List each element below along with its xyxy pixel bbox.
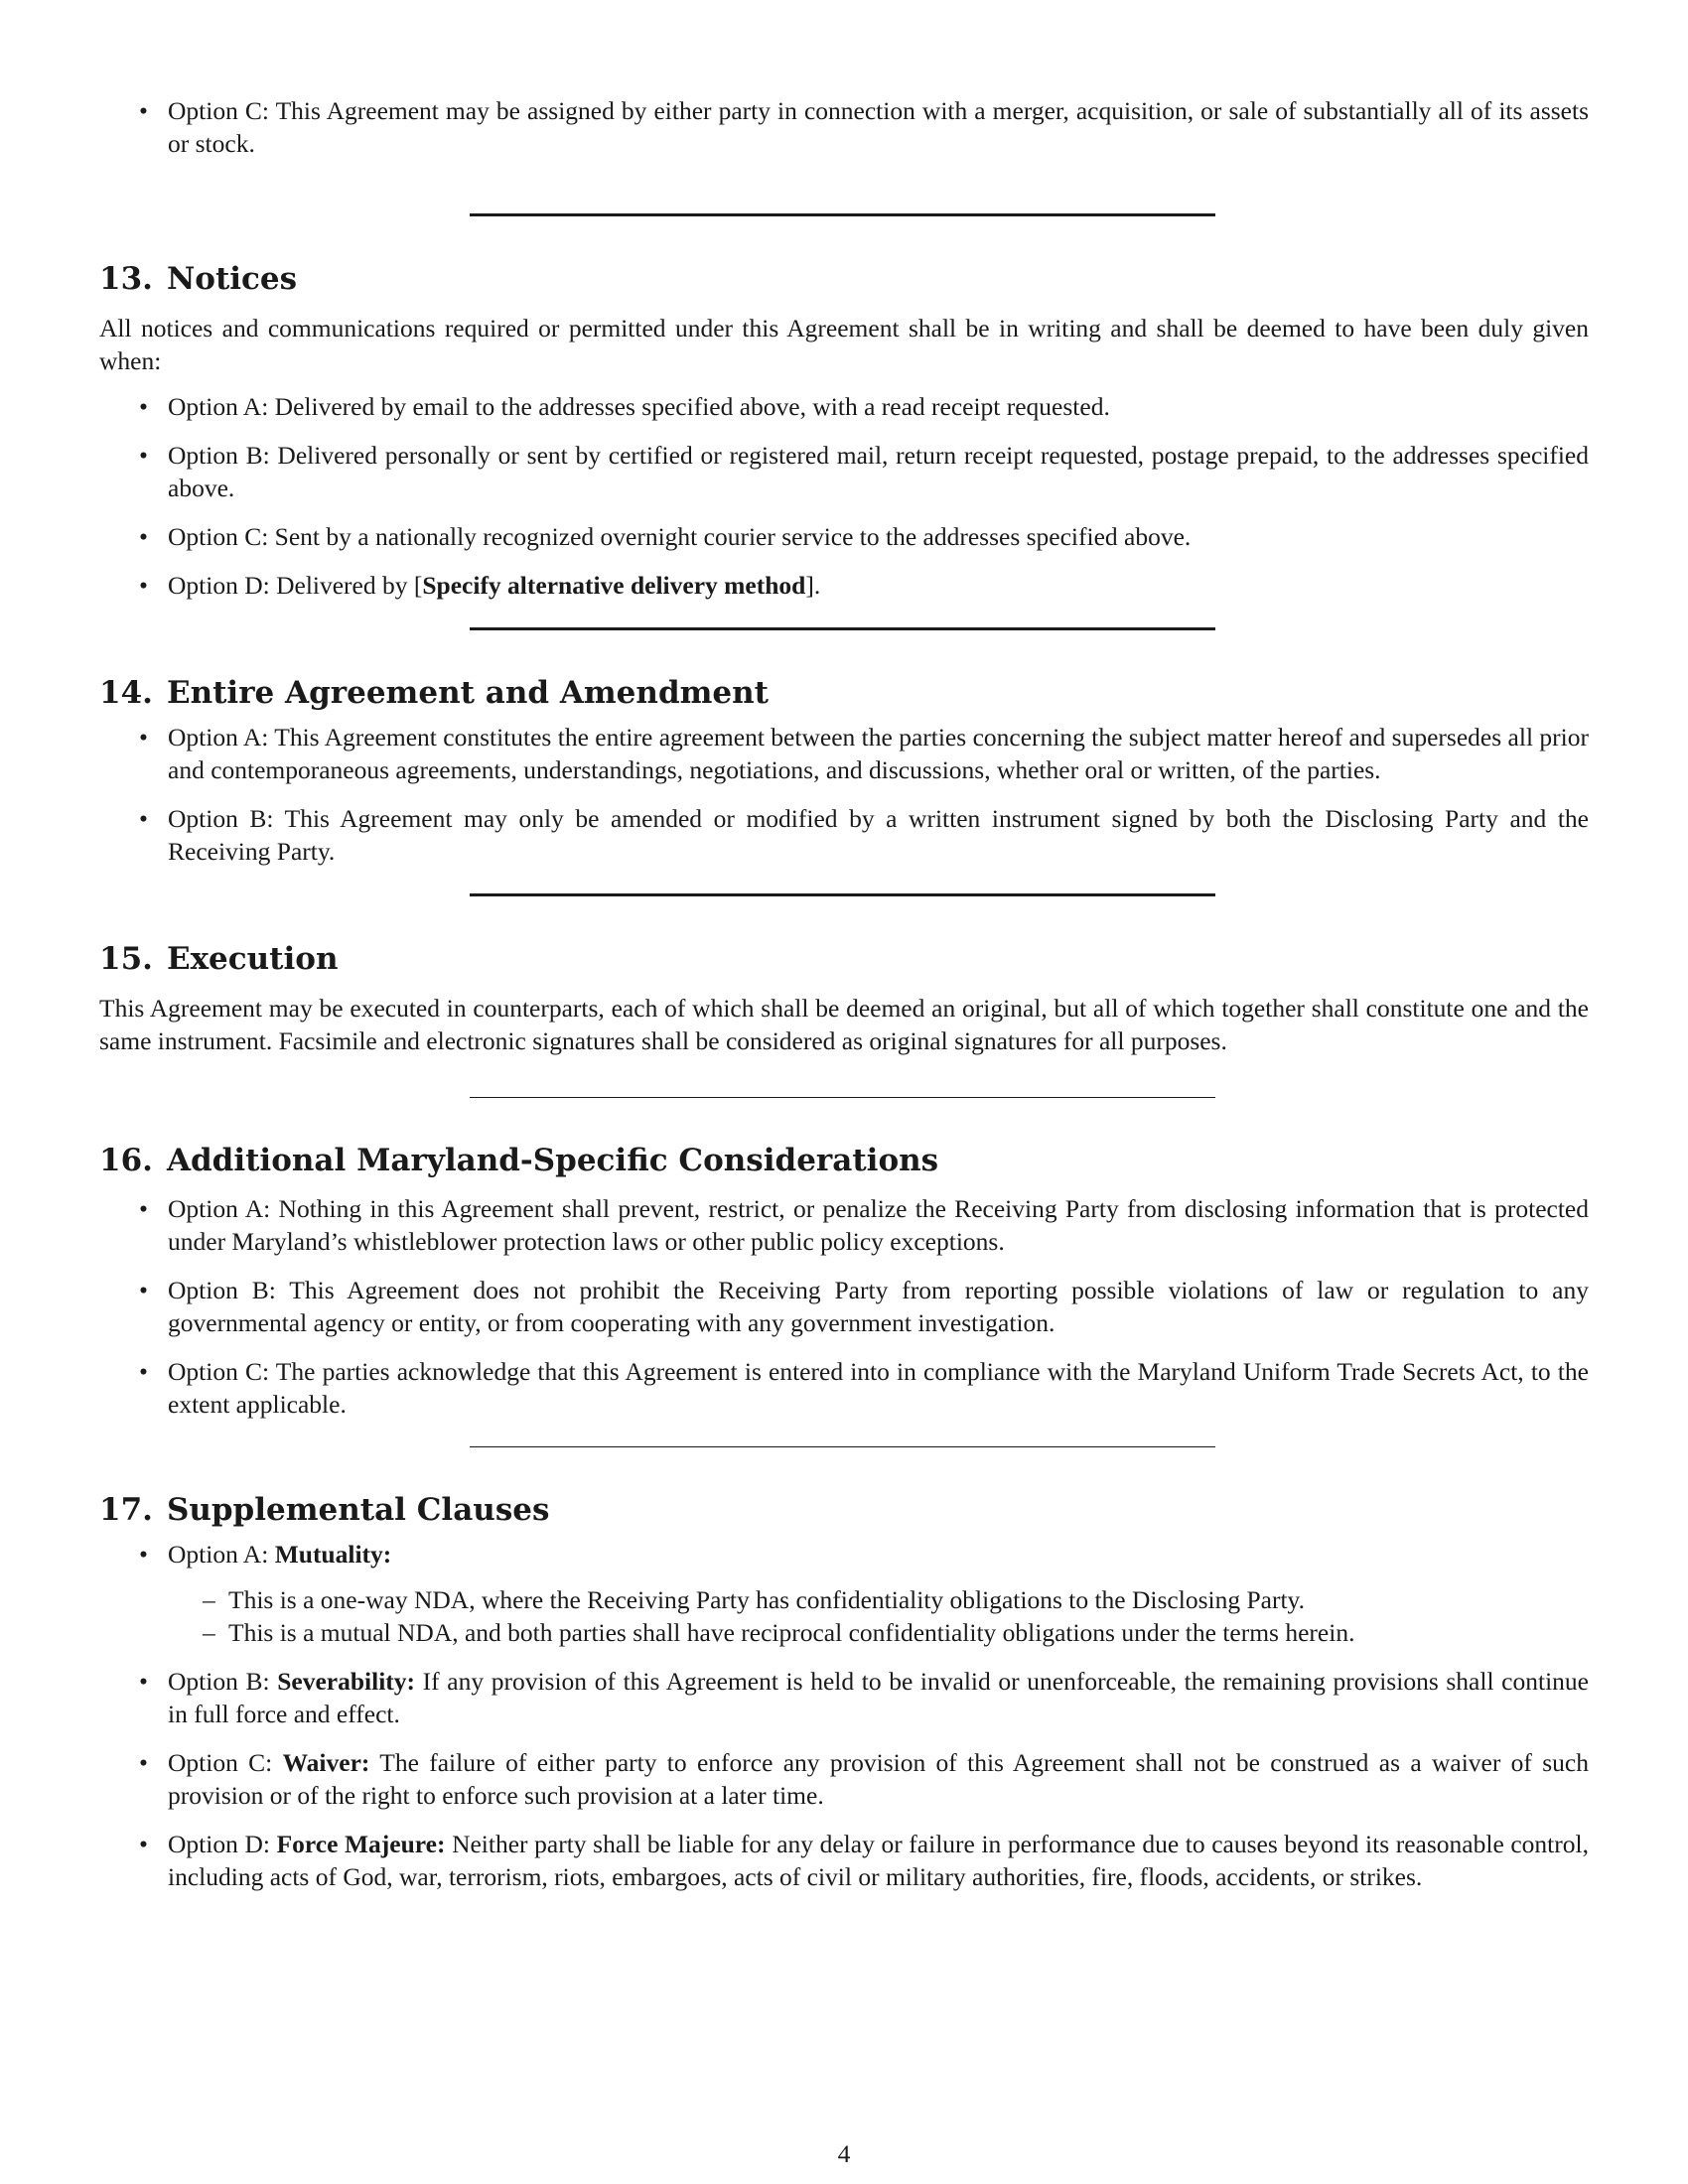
clause-label: Mutuality: — [274, 1540, 392, 1569]
list-item — [99, 94, 1589, 160]
list-item — [99, 439, 1589, 504]
clause-label: Force Majeure: — [276, 1830, 446, 1858]
section-intro: All notices and communications required or permitted under this Agreement shall be in writing and shall be deemed to have been duly given when: — [99, 314, 1589, 375]
option-text: Option C: The parties acknowledge that this Agreement is entered into in compliance with the Maryland Uniform Trade Secrets Act, to the extent applicable. — [168, 1357, 1589, 1419]
section-title: Additional Maryland-Specific Considerations — [166, 1143, 939, 1178]
notices-options-list — [99, 390, 1589, 602]
section-number: 15. — [99, 941, 153, 977]
section-title: Entire Agreement and Amendment — [166, 675, 769, 711]
option-text: Option B: Delivered personally or sent by certified or registered mail, return receipt requested, postage prepaid, to the addresses specified above. — [168, 441, 1589, 502]
list-item — [99, 1274, 1589, 1339]
option-text: Option B: This Agreement may only be amended or modified by a written instrument signed by both the Disclosing Party and the Receiving Party. — [168, 804, 1589, 866]
option-text: Option B: — [168, 1667, 278, 1696]
option-text: Option A: — [168, 1540, 275, 1569]
placeholder-field: Specify alternative delivery method — [422, 571, 806, 600]
option-text: Neither party shall be liable for any delay or failure in performance due to causes beyond its reasonable control, including acts of God, war, terrorism, riots, embargoes, acts of civil or military authorities, fire, floods, accidents, or strikes. — [168, 1830, 1589, 1891]
option-text: Option B: This Agreement does not prohibit the Receiving Party from reporting possible violations of law or regulation to any governmental agency or entity, or from cooperating with any government investigation. — [168, 1276, 1589, 1337]
section-body: This Agreement may be executed in counterparts, each of which shall be deemed an original, but all of which together shall constitute one and the same instrument. Facsimile and electronic signatures shall be considered as original signatures for all purposes. — [99, 994, 1589, 1055]
clause-label: Severability: — [277, 1667, 416, 1696]
list-item — [99, 520, 1589, 553]
section-heading-notices — [99, 259, 1589, 299]
option-text: Option D: — [168, 1830, 277, 1858]
section-title: Notices — [166, 261, 298, 297]
list-item — [99, 390, 1589, 423]
section-number: 13. — [99, 261, 153, 297]
option-text: Option A: Nothing in this Agreement shall prevent, restrict, or penalize the Receiving Party from disclosing information that is protected under Maryland’s whistleblower protection laws or other public policy exceptions. — [168, 1194, 1589, 1256]
list-item — [99, 569, 1589, 602]
list-item — [99, 1665, 1589, 1730]
option-text: Option A: This Agreement constitutes the entire agreement between the parties concerning the subject matter hereof and supersedes all prior and contemporaneous agreements, understandings, negotiations, and discussions, whether oral or written, of the parties. — [168, 723, 1589, 784]
section-number: 17. — [99, 1492, 153, 1528]
option-text: Option A: Delivered by email to the addresses specified above, with a read receipt requested. — [168, 392, 1110, 421]
section-heading-maryland — [99, 1141, 1589, 1180]
clause-label: Waiver: — [282, 1748, 370, 1777]
option-text: Option C: — [168, 1748, 283, 1777]
option-text: ]. — [805, 571, 821, 600]
entire-agreement-options-list — [99, 721, 1589, 868]
sub-option-text: This is a mutual NDA, and both parties shall have reciprocal confidentiality obligations under the terms herein. — [228, 1618, 1355, 1647]
assignment-options-list — [99, 94, 1589, 160]
list-item — [99, 1828, 1589, 1893]
section-title: Execution — [166, 941, 339, 977]
sub-list-item — [168, 1616, 1589, 1649]
list-item — [99, 721, 1589, 786]
option-text: If any provision of this Agreement is held to be invalid or unenforceable, the remaining provisions shall continue in full force and effect. — [168, 1667, 1589, 1728]
sub-option-text: This is a one-way NDA, where the Receiving Party has confidentiality obligations to the Disclosing Party. — [228, 1585, 1305, 1614]
section-heading-execution — [99, 939, 1589, 979]
page-number: 4 — [837, 2139, 851, 2168]
supplemental-options-list — [99, 1538, 1589, 1893]
list-item — [99, 1538, 1589, 1649]
section-number: 16. — [99, 1143, 153, 1178]
section-title: Supplemental Clauses — [166, 1492, 550, 1528]
section-heading-entire-agreement — [99, 673, 1589, 713]
list-item — [99, 1192, 1589, 1258]
sub-list-item — [168, 1583, 1589, 1616]
list-item — [99, 802, 1589, 868]
option-text: The failure of either party to enforce any provision of this Agreement shall not be construed as a waiver of such provision or of the right to enforce such provision at a later time. — [168, 1748, 1589, 1810]
section-heading-supplemental — [99, 1490, 1589, 1530]
document-page — [99, 94, 1589, 1893]
option-text: Option D: Delivered by [ — [168, 571, 423, 600]
mutuality-suboptions — [168, 1583, 1589, 1649]
maryland-options-list — [99, 1192, 1589, 1421]
option-text: Option C: This Agreement may be assigned by either party in connection with a merger, acquisition, or sale of substantially all of its assets or stock. — [168, 96, 1589, 158]
list-item — [99, 1355, 1589, 1421]
section-number: 14. — [99, 675, 153, 711]
option-text: Option C: Sent by a nationally recognized overnight courier service to the addresses specified above. — [168, 522, 1192, 551]
list-item — [99, 1746, 1589, 1812]
